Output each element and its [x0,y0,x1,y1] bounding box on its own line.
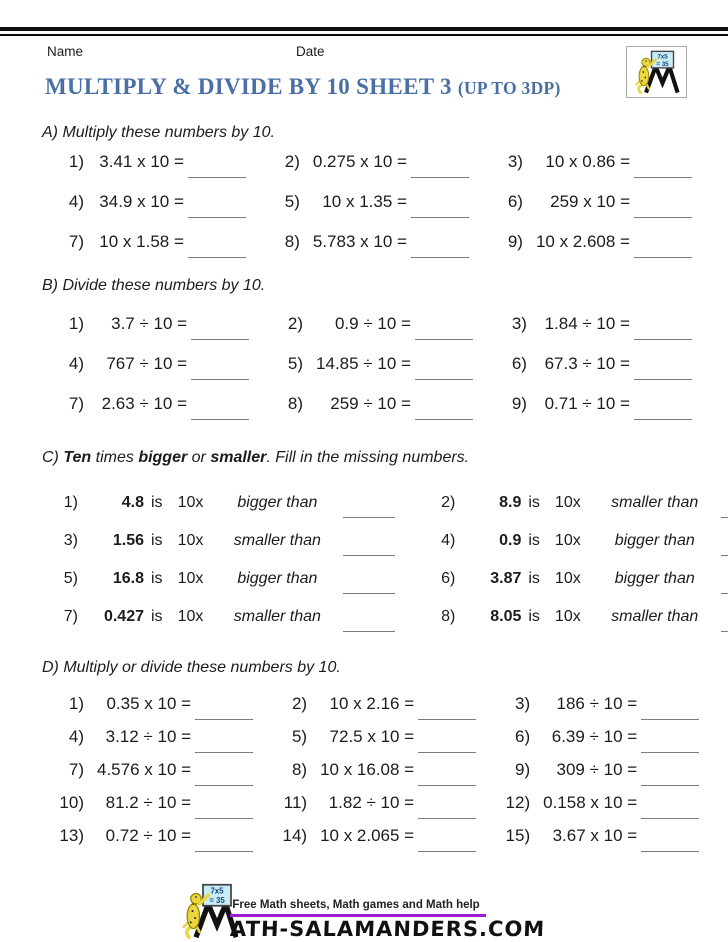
page-title-main: MULTIPLY & DIVIDE BY 10 SHEET 3 [45,74,458,99]
answer-blank[interactable] [343,629,395,632]
equation-item [48,394,249,434]
compare-value: 4.8 [121,494,144,511]
heading-part: times [91,449,139,466]
question-expression: 767 ÷ 10 = [106,354,188,373]
times-label: 10x [177,570,204,587]
section-D-heading: D) Multiply or divide these numbers by 10. [42,659,341,676]
compare-relation: smaller than [611,608,699,625]
times-label: 10x [554,494,581,511]
question-number: 10) [59,793,84,812]
question-number: 2) [284,152,300,171]
section-D [0,658,728,859]
compare-relation: bigger than [237,570,318,587]
section-A [0,123,728,272]
heading-part: or [187,449,211,466]
question-expression: 2.63 ÷ 10 = [101,394,188,413]
answer-blank[interactable] [721,553,728,556]
question-number: 7) [68,760,84,779]
worksheet-sections [0,116,728,941]
answer-blank[interactable] [418,750,476,753]
equation-item [48,192,246,232]
question-expression: 0.35 x 10 = [106,694,192,713]
question-number: 4) [68,192,84,211]
section-B-heading: B) Divide these numbers by 10. [42,277,266,294]
answer-blank[interactable] [641,816,699,819]
equation-item [267,394,473,434]
question-number: 3) [515,694,531,713]
compare-item [425,608,728,646]
equation-item [48,354,249,394]
answer-blank[interactable] [721,515,728,518]
compare-item [48,570,395,608]
answer-blank[interactable] [343,553,395,556]
question-expression: 14.85 ÷ 10 = [316,354,411,373]
equation-item [48,727,253,760]
question-number: 12) [505,793,531,812]
question-expression: 4.576 x 10 = [97,760,192,779]
question-number: 2) [287,314,304,333]
equation-item [271,826,476,859]
question-expression: 10 x 16.08 = [320,760,415,779]
question-expression: 3.7 ÷ 10 = [111,314,188,333]
question-number: 15) [505,826,531,845]
equation-item [494,727,699,760]
answer-blank[interactable] [411,255,469,258]
times-label: 10x [554,570,581,587]
compare-relation: bigger than [614,532,695,549]
equation-item [271,727,476,760]
section-C-heading [42,448,728,468]
compare-relation: smaller than [233,608,321,625]
compare-relation: smaller than [233,532,321,549]
footer-site-name: ATH-SALAMANDERS.COM [230,916,547,941]
question-number: 3) [507,152,523,171]
answer-blank[interactable] [191,337,249,340]
is-label: is [151,494,163,511]
answer-blank[interactable] [411,215,469,218]
compare-value: 1.56 [112,532,144,549]
question-expression: 6.39 ÷ 10 = [551,727,638,746]
answer-blank[interactable] [418,849,476,852]
heading-part: bigger [138,449,188,466]
question-expression: 1.84 ÷ 10 = [544,314,630,333]
heading-part: C) [42,449,64,466]
section-A-heading: A) Multiply these numbers by 10. [42,124,275,141]
answer-blank[interactable] [634,417,692,420]
compare-item [425,494,728,532]
compare-item [425,570,728,608]
question-number: 8) [441,608,456,625]
answer-blank[interactable] [634,337,692,340]
times-label: 10x [177,532,204,549]
equation-item [271,760,476,793]
math-salamanders-logo-icon [634,50,680,94]
question-expression: 10 x 1.58 = [99,232,184,251]
question-expression: 1.82 ÷ 10 = [328,793,415,812]
answer-blank[interactable] [195,849,253,852]
question-number: 2) [441,494,456,511]
times-label: 10x [177,494,204,511]
question-expression: 0.71 ÷ 10 = [544,394,630,413]
question-number: 4) [441,532,456,549]
question-number: 9) [515,760,531,779]
heading-part: smaller [210,449,267,466]
answer-blank[interactable] [634,215,692,218]
equation-item [264,192,469,232]
equation-item [267,354,473,394]
question-number: 5) [63,570,78,587]
answer-blank[interactable] [641,783,699,786]
answer-blank[interactable] [415,417,473,420]
question-expression: 34.9 x 10 = [99,192,184,211]
compare-value: 3.87 [490,570,522,587]
answer-blank[interactable] [195,783,253,786]
equation-item [271,694,476,727]
question-number: 9) [507,232,523,251]
compare-value: 0.9 [499,532,522,549]
top-double-rule [0,27,728,36]
question-number: 6) [515,727,531,746]
section-B-grid [48,314,692,434]
question-number: 3) [63,532,78,549]
equation-item [48,793,253,826]
question-expression: 0.275 x 10 = [312,152,407,171]
equation-item [494,826,699,859]
times-label: 10x [554,532,581,549]
footer-tagline: Free Math sheets, Math games and Math help [230,899,485,917]
question-expression: 259 x 10 = [550,192,630,211]
page-title [45,74,561,100]
question-expression: 259 ÷ 10 = [330,394,411,413]
equation-item [491,394,692,434]
answer-blank[interactable] [191,417,249,420]
question-number: 6) [511,354,527,373]
question-expression: 10 x 2.16 = [329,694,415,713]
question-expression: 309 ÷ 10 = [556,760,638,779]
question-number: 2) [291,694,308,713]
answer-blank[interactable] [721,629,728,632]
question-expression: 10 x 1.35 = [322,192,407,211]
compare-relation: bigger than [237,494,318,511]
question-number: 6) [507,192,523,211]
question-expression: 0.9 ÷ 10 = [334,314,411,333]
answer-blank[interactable] [195,750,253,753]
answer-blank[interactable] [634,377,692,380]
question-number: 6) [441,570,456,587]
equation-item [264,152,469,192]
times-label: 10x [554,608,581,625]
question-expression: 81.2 ÷ 10 = [105,793,192,812]
equation-item [487,152,692,192]
question-number: 3) [511,314,527,333]
question-expression: 3.12 ÷ 10 = [105,727,192,746]
question-expression: 5.783 x 10 = [312,232,407,251]
date-label: Date [296,44,325,59]
question-number: 8) [284,232,300,251]
section-B [0,276,728,434]
answer-blank[interactable] [415,337,473,340]
question-number: 11) [283,793,308,812]
question-expression: 10 x 2.608 = [535,232,630,251]
answer-blank[interactable] [641,750,699,753]
answer-blank[interactable] [634,255,692,258]
equation-item [494,760,699,793]
compare-item [425,532,728,570]
is-label: is [151,532,163,549]
question-number: 1) [68,152,84,171]
equation-item [487,192,692,232]
question-expression: 10 x 2.065 = [320,826,415,845]
equation-item [48,152,246,192]
equation-item [48,694,253,727]
equation-item [491,354,692,394]
question-expression: 3.67 x 10 = [552,826,638,845]
answer-blank[interactable] [641,717,699,720]
question-expression: 0.72 ÷ 10 = [105,826,192,845]
question-expression: 72.5 x 10 = [329,727,415,746]
question-number: 8) [291,760,308,779]
question-number: 4) [68,354,84,373]
equation-item [267,314,473,354]
section-C [0,448,728,646]
question-number: 5) [284,192,300,211]
answer-blank[interactable] [418,783,476,786]
equation-item [48,232,246,272]
answer-blank[interactable] [418,816,476,819]
heading-part: Ten [63,449,92,466]
is-label: is [528,494,540,511]
answer-blank[interactable] [195,816,253,819]
footer-text [230,899,545,941]
section-D-grid [48,694,692,859]
answer-blank[interactable] [418,717,476,720]
equation-item [271,793,476,826]
footer [0,881,728,941]
equation-item [48,760,253,793]
question-number: 1) [68,694,84,713]
header-logo-box [626,46,687,98]
question-expression: 3.41 x 10 = [99,152,184,171]
equation-item [494,793,699,826]
answer-blank[interactable] [188,215,246,218]
question-number: 5) [287,354,304,373]
question-number: 8) [287,394,304,413]
equation-item [264,232,469,272]
heading-part: . Fill in the missing numbers. [266,449,470,466]
equation-item [494,694,699,727]
question-number: 7) [68,394,84,413]
question-number: 1) [68,314,84,333]
question-expression: 186 ÷ 10 = [556,694,638,713]
question-expression: 67.3 ÷ 10 = [544,354,630,373]
answer-blank[interactable] [191,377,249,380]
answer-blank[interactable] [188,255,246,258]
page-title-suffix: (UP TO 3DP) [457,78,561,98]
question-number: 4) [68,727,84,746]
compare-value: 0.427 [103,608,144,625]
compare-value: 16.8 [112,570,144,587]
times-label: 10x [177,608,204,625]
compare-item [48,494,395,532]
answer-blank[interactable] [411,175,469,178]
question-number: 7) [68,232,84,251]
is-label: is [151,608,163,625]
question-number: 1) [63,494,78,511]
answer-blank[interactable] [721,591,728,594]
answer-blank[interactable] [343,515,395,518]
is-label: is [528,608,540,625]
question-expression: 10 x 0.86 = [545,152,630,171]
question-number: 14) [282,826,308,845]
equation-item [487,232,692,272]
equation-item [48,314,249,354]
equation-item [491,314,692,354]
is-label: is [528,570,540,587]
question-number: 13) [59,826,84,845]
question-number: 9) [511,394,527,413]
section-C-grid [48,494,699,646]
question-expression: 0.158 x 10 = [543,793,638,812]
answer-blank[interactable] [415,377,473,380]
compare-value: 8.05 [490,608,522,625]
compare-relation: bigger than [614,570,695,587]
name-label: Name [47,44,84,59]
equation-item [48,826,253,859]
question-number: 7) [63,608,78,625]
answer-blank[interactable] [641,849,699,852]
compare-item [48,532,395,570]
compare-item [48,608,395,646]
answer-blank[interactable] [188,175,246,178]
section-A-grid [48,152,692,272]
is-label: is [151,570,163,587]
is-label: is [528,532,540,549]
compare-relation: smaller than [611,494,699,511]
question-number: 5) [291,727,308,746]
answer-blank[interactable] [343,591,395,594]
compare-value: 8.9 [499,494,522,511]
answer-blank[interactable] [634,175,692,178]
answer-blank[interactable] [195,717,253,720]
